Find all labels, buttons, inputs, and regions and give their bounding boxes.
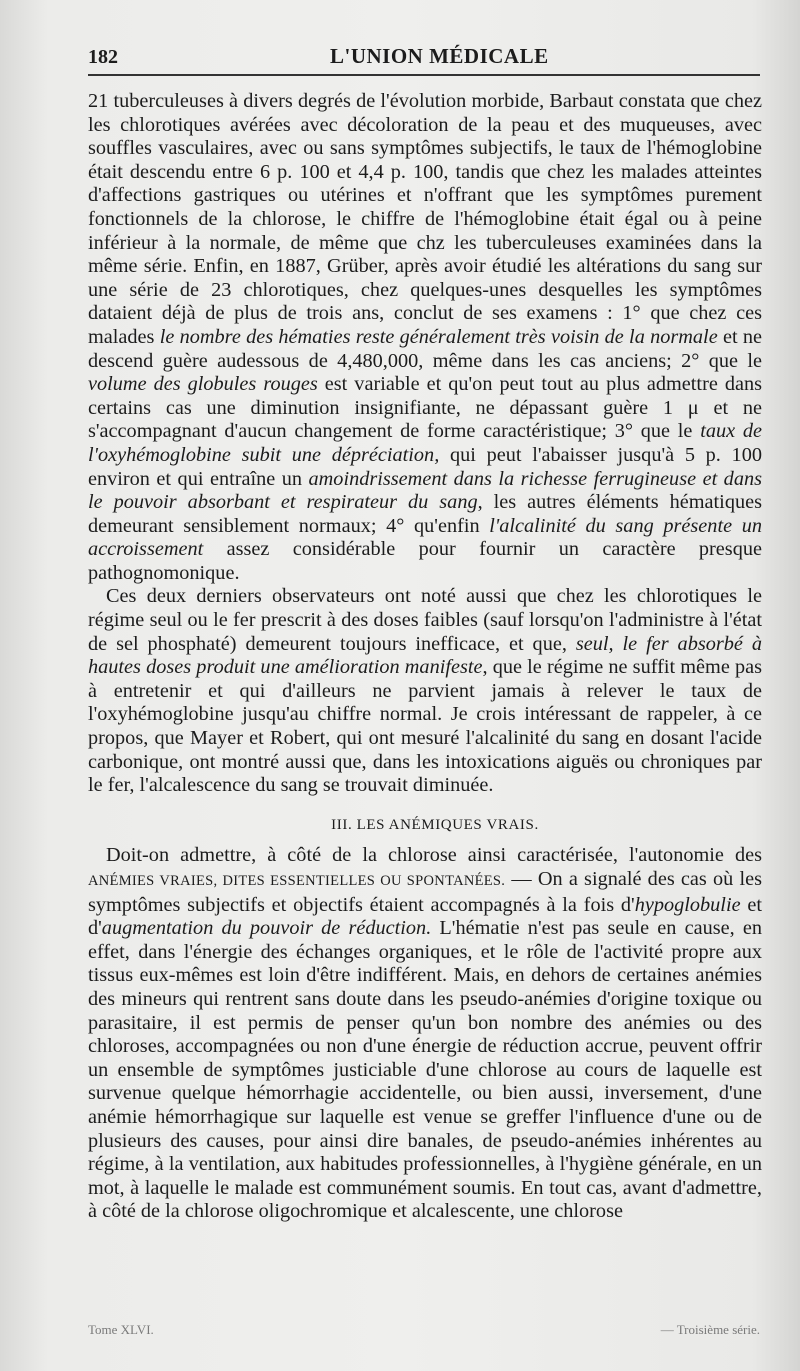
italic-run: hypoglobulie <box>634 893 741 916</box>
text-run: Ces deux derniers observateurs ont noté aussi que chez les chlorotiques le régime seul ou le fer prescrit à des doses faibles (sauf lorsqu'on l'administre à l'état de sel phosphaté) demeurent toujours inefficace, et que, <box>88 585 762 655</box>
page-header <box>88 44 760 74</box>
journal-title: L'UNION MÉDICALE <box>330 44 549 68</box>
text-run: 21 tuberculeuses à divers degrés de l'évolution morbide, Barbaut constata que chez les chlorotiques avérées avec décoloration de la peau et des muqueuses, avec souffles vasculaires, avec ou sans symptômes subjectifs, le taux de l'hémoglobine était descendu entre 6 p. 100 et 4,4 p. 100, tandis que chez les malades atteintes d'affections gastriques ou utérines et n'offrant que les symptômes purement fonctionnels de la chlorose, le chiffre de l'hémoglobine était égal ou à peine inférieur à la normale, de même que chz les tuberculeuses examinées dans la même série. Enfin, en 1887, Grüber, après avoir étudié les altérations du sang sur une série de 23 chlorotiques, chez quelques-unes desquelles les symptômes dataient déjà de plus de trois ans, conclut de ses examens : 1° que chez ces malades <box>88 90 762 348</box>
text-run: , les autres éléments hématiques demeurant sensiblement normaux; 4° qu'enfin <box>88 491 762 537</box>
italic-run: augmentation du pouvoir de réduction. <box>101 917 432 940</box>
text-run: assez considérable pour fournir un caractère presque pathognomonique. <box>88 538 762 584</box>
text-run: et d' <box>88 893 763 940</box>
series-label: — Troisième série. <box>660 1322 760 1337</box>
italic-run: le nombre des hématies reste généralement très voisin de la normale <box>159 325 718 348</box>
section-heading: III. LES ANÉMIQUES VRAIS. <box>331 816 539 833</box>
volume-label: Tome XLVI. <box>88 1322 154 1337</box>
paragraph-3 <box>88 844 762 1224</box>
paragraph-1 <box>88 90 762 585</box>
text-run: est variable et qu'on peut tout au plus admettre dans certains cas une diminution insignifiante, ne dépassant guère 1 μ et ne s'accompagnant d'aucun changement de forme caractéristique; 3° que le <box>88 373 762 443</box>
text-run: , que le régime ne suffit même pas à entretenir et qui d'ailleurs ne parvient jamais à relever le taux de l'oxyhémoglobine jusqu'au chiffre normal. Je crois intéressant de rappeler, à ce propos, que Mayer et Robert, qui ont mesuré l'alcalinité du sang en dosant l'acide carbonique, ont montré aussi que, dans les intoxications aiguës ou chroniques par le fer, l'alcalescence du sang se trouvait diminuée. <box>88 656 763 797</box>
paragraph-2 <box>88 585 762 797</box>
text-run: Doit-on admettre, à côté de la chlorose ainsi caractérisée, l'autonomie des <box>106 844 762 867</box>
italic-run: l'alcalinité du sang présente un accroissement <box>88 514 763 561</box>
page-number: 182 <box>88 46 118 68</box>
small-caps-run: ANÉMIES VRAIES, DITES ESSENTIELLES OU SPONTANÉES. <box>88 873 506 889</box>
italic-run: volume des globules rouges <box>88 373 318 396</box>
text-run: L'hématie n'est pas seule en cause, en effet, dans l'énergie des échanges organiques, et le rôle de l'activité propre aux tissus eux-mêmes est loin d'être indifférent. Mais, en dehors de certaines anémies des mineurs qui rentrent sans doute dans les pseudo-anémies d'origine toxique ou parasitaire, il est permis de penser qu'un bon nombre des anémies ou des chloroses, accompagnées ou non d'une énergie de réduction accrue, peuvent offrir un ensemble de symptômes justiciable d'une chlorose au cours de laquelle est survenue quelque hémorrhagie accidentelle, ou bien aussi, inversement, d'une anémie hémorrhagique sur laquelle est venue se greffer l'influence d'une ou de plusieurs des causes, pour ainsi dire banales, de pseudo-anémies inhérentes au régime, à la ventilation, aux habitudes professionnelles, à l'hygiène générale, en un mot, à laquelle le malade est communément soumis. En tout cas, avant d'admettre, à côté de la chlorose oligochromique et alcalescente, une chlorose <box>88 917 762 1223</box>
italic-run: taux de l'oxyhémoglobine subit une dépréciation, <box>88 420 762 466</box>
header-rule <box>88 74 760 76</box>
italic-run: amoindrissement dans la richesse ferrugineuse et dans le pouvoir absorbant et respirateur du sang <box>88 467 762 514</box>
italic-run: seul, le fer absorbé à hautes doses produit une amélioration manifeste <box>88 632 762 679</box>
text-run: et ne descend guère audessous de 4,480,000, même dans les cas anciens; 2° que le <box>88 325 762 372</box>
article-body <box>88 90 762 1224</box>
text-run: — On a signalé des cas où les symptômes subjectifs et objectifs étaient accompagnés à la fois d' <box>88 868 762 916</box>
text-run: qui peut l'abaisser jusqu'à 5 p. 100 environ et qui entraîne un <box>88 443 762 490</box>
